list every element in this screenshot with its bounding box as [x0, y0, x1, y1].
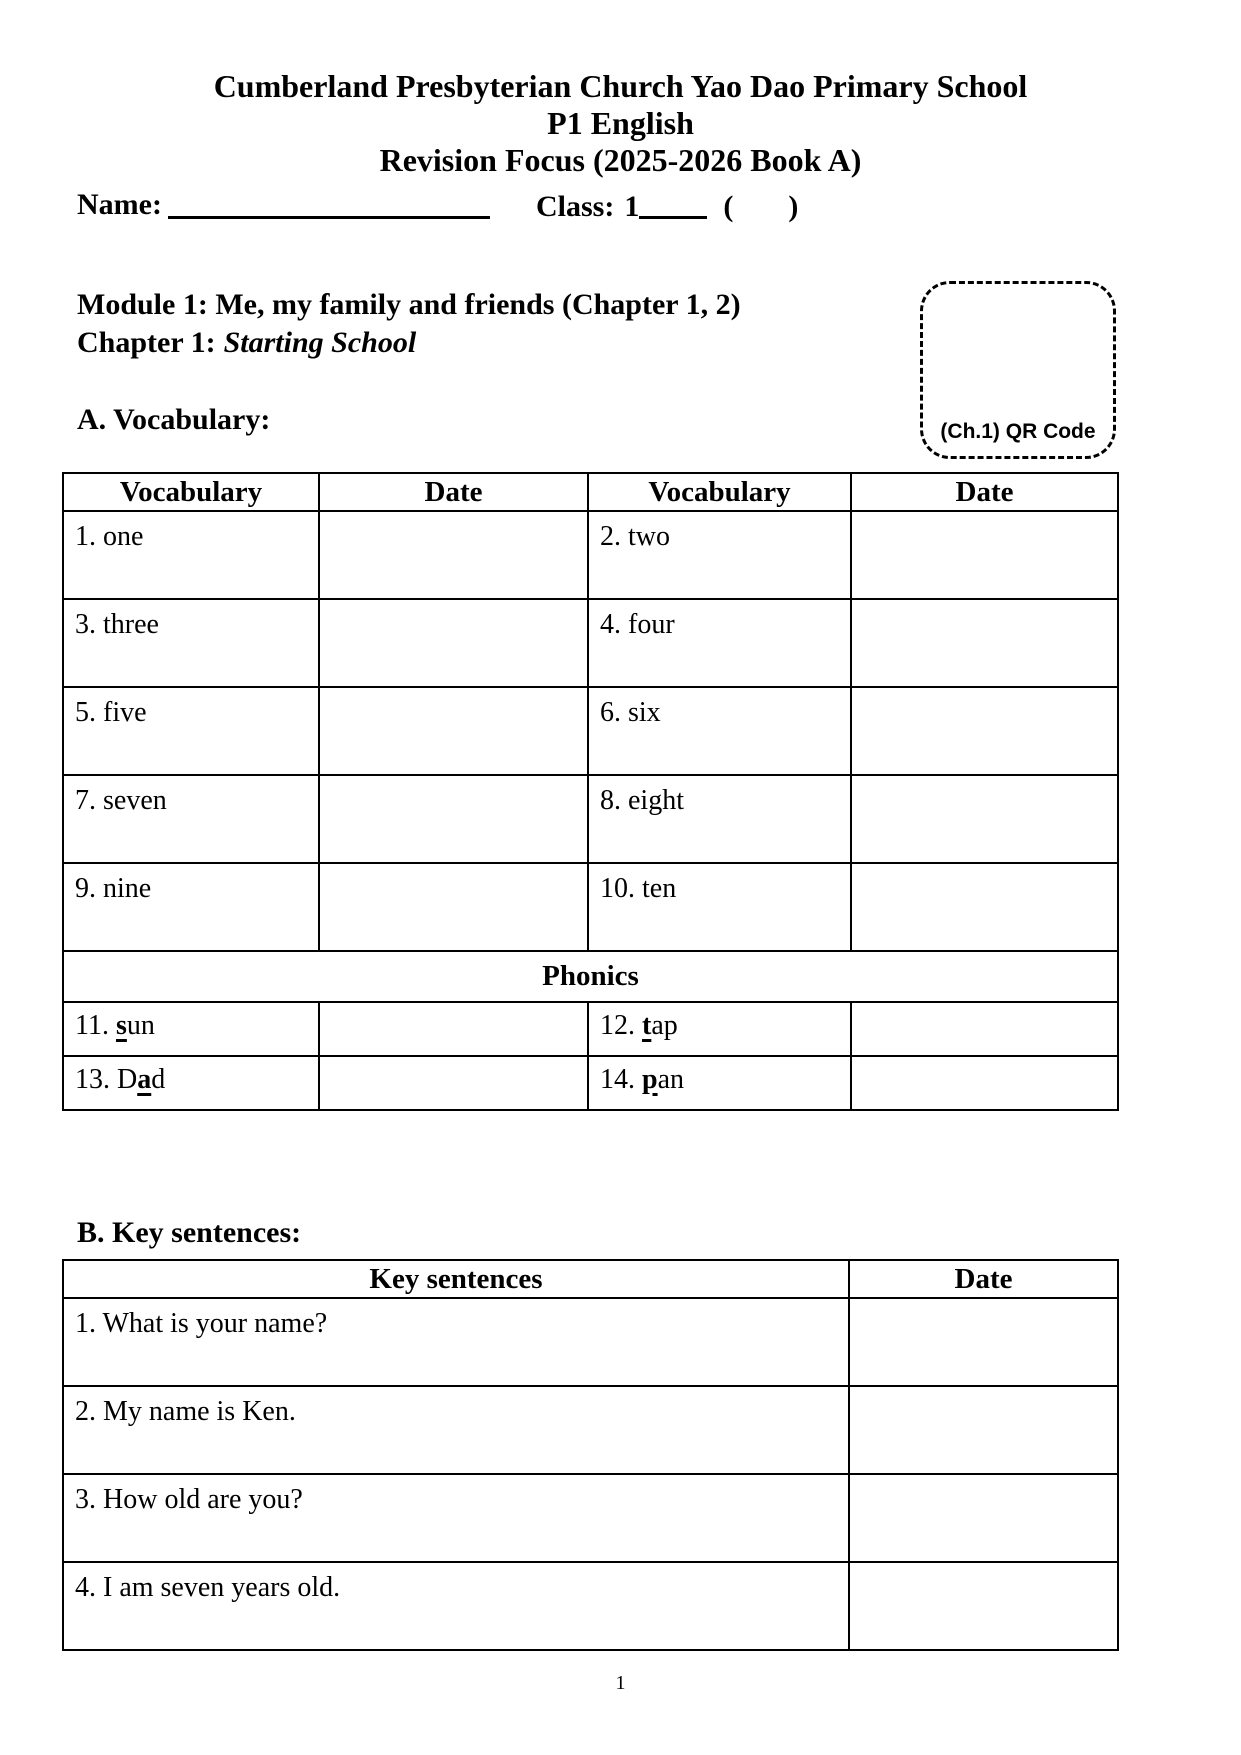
chapter-label: Chapter 1:: [77, 326, 216, 359]
phonics-text: 11.: [75, 1010, 116, 1041]
phonics-cell: [63, 1002, 319, 1056]
vocab-header: Vocabulary: [588, 473, 851, 511]
phonics-cell: [63, 1056, 319, 1110]
section-b-heading: B. Key sentences:: [77, 1216, 302, 1249]
date-cell: [849, 1386, 1118, 1474]
date-cell: [319, 687, 588, 775]
date-cell: [319, 775, 588, 863]
section-a-heading: A. Vocabulary:: [77, 403, 271, 436]
vocabulary-table: [62, 472, 1119, 1111]
table-row: [63, 1298, 1118, 1386]
phonics-text: 13. D: [75, 1064, 138, 1095]
phonics-underlined-letter: a: [137, 1064, 152, 1095]
date-cell: [849, 1298, 1118, 1386]
date-cell: [851, 687, 1118, 775]
phonics-underlined-letter: p: [642, 1064, 658, 1095]
table-row: [63, 599, 1118, 687]
phonics-cell: [588, 1002, 851, 1056]
date-cell: [319, 1002, 588, 1056]
page-number: 1: [615, 1672, 626, 1694]
table-row: [63, 1056, 1118, 1110]
date-cell: [851, 1056, 1118, 1110]
class-group: [536, 188, 798, 224]
vocab-cell: 5. five: [63, 687, 319, 775]
key-sentences-header: Key sentences: [63, 1260, 849, 1298]
sentence-cell: 1. What is your name?: [63, 1298, 849, 1386]
date-cell: [851, 863, 1118, 951]
school-name: Cumberland Presbyterian Church Yao Dao Primary School: [213, 68, 1028, 104]
vocab-cell: 9. nine: [63, 863, 319, 951]
phonics-text: d: [151, 1064, 166, 1095]
date-cell: [851, 599, 1118, 687]
chapter-title: Starting School: [223, 326, 417, 359]
phonics-underlined-letter: t: [642, 1010, 652, 1041]
phonics-cell: [588, 1056, 851, 1110]
phonics-text: an: [657, 1064, 685, 1095]
date-cell: [319, 599, 588, 687]
doc-title: Revision Focus (2025-2026 Book A): [379, 142, 862, 178]
table-row: [63, 1002, 1118, 1056]
subject-title: P1 English: [547, 105, 694, 141]
module-line: Module 1: Me, my family and friends (Chapter 1, 2): [77, 288, 741, 321]
table-row: [63, 1474, 1118, 1562]
table-row: [63, 511, 1118, 599]
sentence-cell: 4. I am seven years old.: [63, 1562, 849, 1650]
date-cell: [849, 1474, 1118, 1562]
vocab-cell: 3. three: [63, 599, 319, 687]
vocab-header: Vocabulary: [63, 473, 319, 511]
paren-close: ): [788, 190, 799, 223]
student-info-row: [0, 188, 1241, 228]
vocab-cell: 10. ten: [588, 863, 851, 951]
paren-open: (: [723, 190, 734, 223]
chapter-line: [77, 324, 741, 362]
vocab-cell: 7. seven: [63, 775, 319, 863]
sentence-cell: 3. How old are you?: [63, 1474, 849, 1562]
date-cell: [851, 511, 1118, 599]
vocab-cell: 1. one: [63, 511, 319, 599]
phonics-text: un: [126, 1010, 155, 1041]
phonics-underlined-letter: s: [115, 1010, 127, 1041]
date-cell: [849, 1562, 1118, 1650]
name-blank-line: [168, 191, 490, 219]
date-cell: [319, 511, 588, 599]
date-header: Date: [851, 473, 1118, 511]
title-block: [0, 68, 1241, 179]
table-row: [63, 687, 1118, 775]
phonics-header-row: [63, 951, 1118, 1002]
vocab-header-row: [63, 473, 1118, 511]
table-row: [63, 1386, 1118, 1474]
vocab-cell: 6. six: [588, 687, 851, 775]
vocab-cell: 4. four: [588, 599, 851, 687]
date-cell: [319, 1056, 588, 1110]
class-blank-line: [639, 191, 707, 219]
phonics-text: ap: [651, 1010, 678, 1041]
date-header: Date: [849, 1260, 1118, 1298]
date-cell: [851, 775, 1118, 863]
date-cell: [851, 1002, 1118, 1056]
table-row: [63, 863, 1118, 951]
date-cell: [319, 863, 588, 951]
vocab-cell: 2. two: [588, 511, 851, 599]
name-label: Name:: [77, 188, 162, 221]
phonics-header: Phonics: [63, 951, 1118, 1002]
table-row: [63, 775, 1118, 863]
date-header: Date: [319, 473, 588, 511]
class-value: 1: [624, 190, 640, 223]
phonics-text: 12.: [600, 1010, 642, 1041]
qr-code-placeholder-box: [920, 281, 1116, 459]
table-row: [63, 1562, 1118, 1650]
key-sentences-table: [62, 1259, 1119, 1651]
sentences-header-row: [63, 1260, 1118, 1298]
vocab-cell: 8. eight: [588, 775, 851, 863]
sentence-cell: 2. My name is Ken.: [63, 1386, 849, 1474]
phonics-text: 14.: [600, 1064, 642, 1095]
class-label: Class:: [536, 190, 615, 223]
module-block: [77, 286, 741, 362]
qr-code-label: (Ch.1) QR Code: [940, 420, 1096, 443]
